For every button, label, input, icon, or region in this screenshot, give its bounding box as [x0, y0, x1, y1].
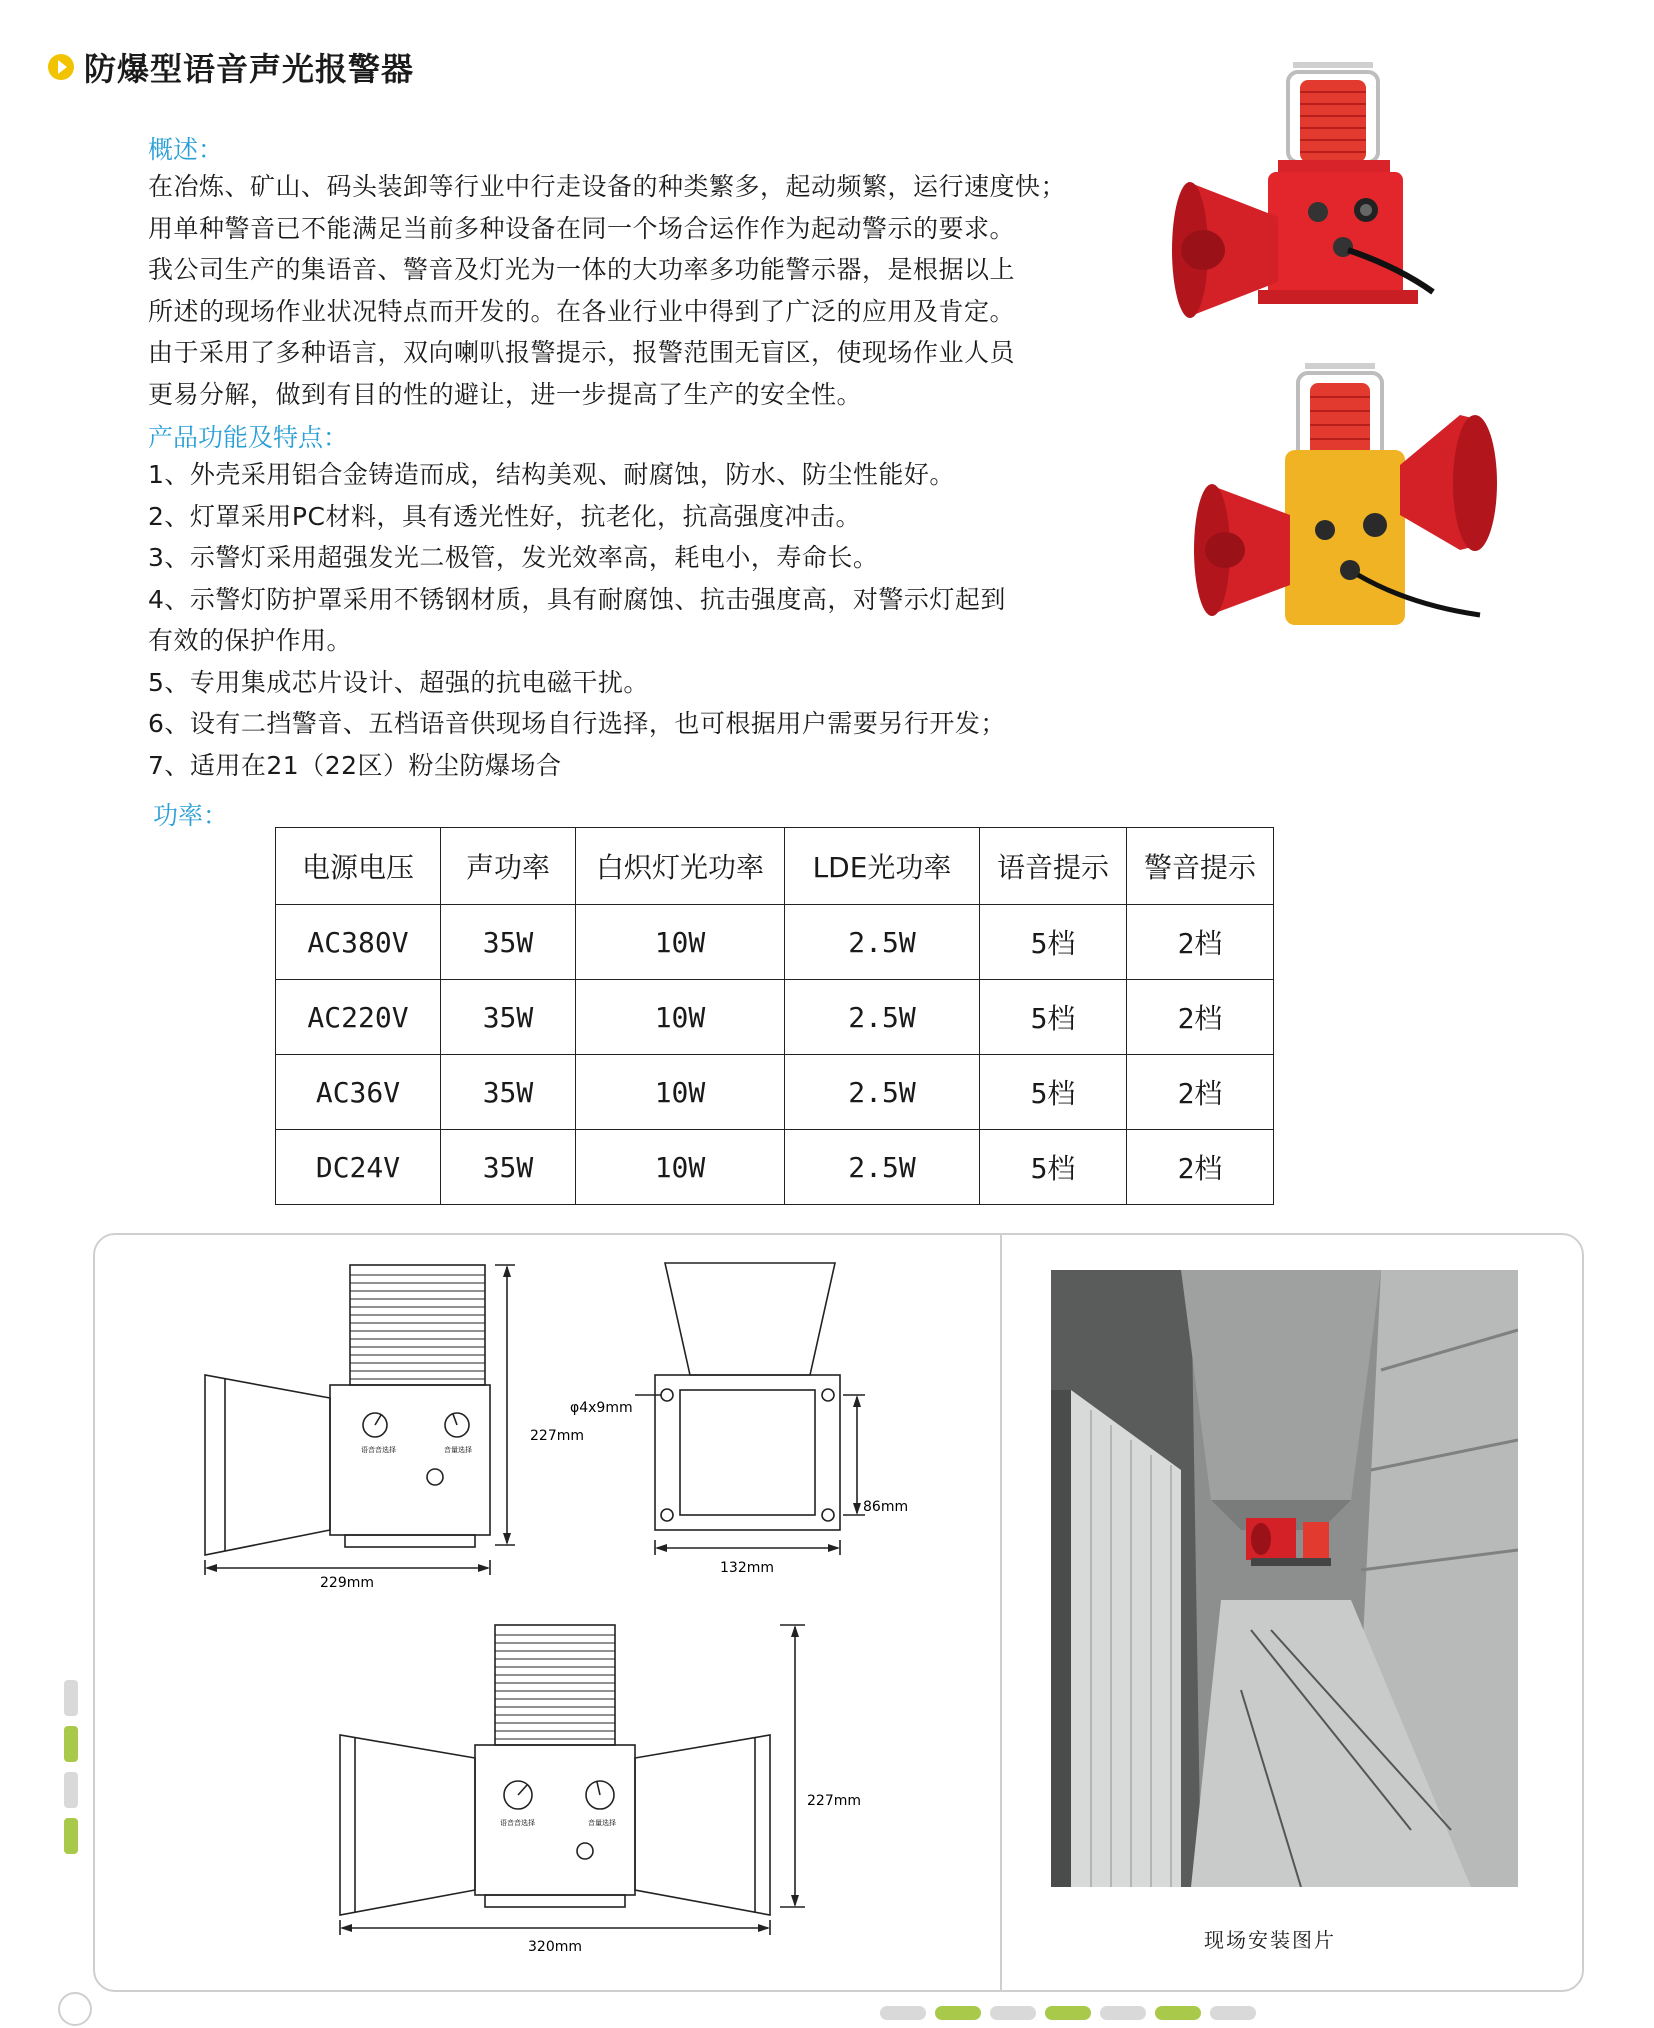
feature-line: 3、示警灯采用超强发光二极管，发光效率高，耗电小，寿命长。: [148, 543, 879, 572]
table-row: [276, 1130, 1274, 1205]
column-header: 语音提示: [980, 828, 1127, 905]
table-cell: 35W: [441, 980, 576, 1055]
front-switch: [427, 1469, 443, 1485]
deco-pill: [64, 1772, 78, 1808]
deco-pill: [1045, 2006, 1091, 2020]
table-row: [276, 980, 1274, 1055]
feature-line: 4、示警灯防护罩采用不锈钢材质，具有耐腐蚀、抗击强度高，对警示灯起到: [148, 584, 1006, 614]
table-cell: 5档: [980, 1055, 1127, 1130]
table-cell: 5档: [980, 905, 1127, 980]
deco-pill: [880, 2006, 926, 2020]
side-hole: [661, 1389, 673, 1401]
play-bullet-icon: [48, 54, 74, 80]
power-heading: 功率：: [153, 801, 229, 830]
deco-pill: [1155, 2006, 1201, 2020]
table-cell: 2.5W: [785, 905, 980, 980]
dual-width-label: 320mm: [528, 1939, 582, 1955]
front-knob-right-label: 音量选择: [444, 1446, 472, 1454]
table-cell: AC220V: [276, 980, 441, 1055]
table-cell: AC36V: [276, 1055, 441, 1130]
overview-line: 所述的现场作业状况特点而开发的。在各业行业中得到了广泛的应用及肯定。: [148, 296, 1016, 326]
feature-line: 有效的保护作用。: [148, 626, 353, 655]
dual-switch: [577, 1843, 593, 1859]
dimension-drawings: [195, 1255, 915, 1975]
overview-heading: 概述：: [148, 135, 224, 164]
table-cell: 2档: [1127, 1130, 1274, 1205]
site-installation-photo: [1051, 1270, 1518, 1887]
table-cell: AC380V: [276, 905, 441, 980]
hole-label: φ4x9mm: [570, 1400, 633, 1416]
front-base: [345, 1535, 475, 1547]
front-lamp-ridges: [350, 1275, 485, 1379]
feature-line: 5、专用集成芯片设计、超强的抗电磁干扰。: [148, 667, 649, 697]
column-header: 警音提示: [1127, 828, 1274, 905]
feature-line: 2、灯罩采用PC材料，具有透光性好，抗老化，抗高强度冲击。: [148, 501, 861, 531]
side-height-label: 86mm: [863, 1499, 909, 1515]
side-width-label: 132mm: [720, 1560, 774, 1576]
photo-caption: 现场安装图片: [1204, 1928, 1336, 1952]
dual-height-label: 227mm: [807, 1793, 861, 1809]
column-header: 声功率: [441, 828, 576, 905]
side-hole: [661, 1509, 673, 1521]
table-cell: 2档: [1127, 905, 1274, 980]
overview-line: 在冶炼、矿山、码头装卸等行业中行走设备的种类繁多，起动频繁，运行速度快；: [148, 172, 1067, 201]
red-alarm-product-image: [1168, 52, 1468, 352]
overview-text: [148, 166, 1066, 415]
front-knob-left-label: 语音音选择: [361, 1446, 396, 1454]
front-height-label: 227mm: [530, 1428, 584, 1444]
table-cell: 5档: [980, 980, 1127, 1055]
feature-line: 6、设有二挡警音、五档语音供现场自行选择，也可根据用户需要另行开发；: [148, 709, 1006, 738]
front-width-label: 229mm: [320, 1575, 374, 1591]
deco-circle-icon: [58, 1992, 92, 2026]
side-hole: [822, 1509, 834, 1521]
side-cover: [680, 1390, 815, 1515]
table-cell: 10W: [576, 980, 785, 1055]
table-header-row: [276, 828, 1274, 905]
table-cell: 10W: [576, 905, 785, 980]
panel-divider: [1000, 1233, 1002, 1990]
dual-base: [485, 1895, 625, 1907]
table-row: [276, 905, 1274, 980]
feature-line: 7、适用在21（22区）粉尘防爆场合: [148, 750, 562, 780]
table-cell: 2.5W: [785, 980, 980, 1055]
side-horn: [665, 1263, 835, 1375]
front-horn: [205, 1375, 330, 1555]
power-spec-table: [275, 827, 1274, 1205]
side-hole: [822, 1389, 834, 1401]
table-cell: 35W: [441, 1130, 576, 1205]
table-cell: 10W: [576, 1130, 785, 1205]
deco-pill: [1210, 2006, 1256, 2020]
table-cell: 35W: [441, 1055, 576, 1130]
front-housing: [330, 1385, 490, 1535]
table-cell: 35W: [441, 905, 576, 980]
deco-pill: [1100, 2006, 1146, 2020]
yellow-alarm-product-image: [1190, 355, 1520, 640]
table-cell: DC24V: [276, 1130, 441, 1205]
table-cell: 2.5W: [785, 1130, 980, 1205]
dual-knob-right-label: 音量选择: [588, 1819, 616, 1827]
table-cell: 10W: [576, 1055, 785, 1130]
side-housing: [655, 1375, 840, 1530]
overview-line: 由于采用了多种语言，双向喇叭报警提示，报警范围无盲区，使现场作业人员: [148, 338, 1016, 367]
features-heading: 产品功能及特点：: [148, 423, 349, 452]
column-header: 白炽灯光功率: [576, 828, 785, 905]
deco-pill: [64, 1680, 78, 1716]
overview-line: 用单种警音已不能满足当前多种设备在同一个场合运作作为起动警示的要求。: [148, 213, 1016, 243]
overview-line: 我公司生产的集语音、警音及灯光为一体的大功率多功能警示器，是根据以上: [148, 255, 1016, 284]
feature-line: 1、外壳采用铝合金铸造而成，结构美观、耐腐蚀，防水、防尘性能好。: [148, 460, 955, 489]
dual-horn-left: [340, 1735, 475, 1915]
dual-lamp-ridges: [495, 1635, 615, 1739]
deco-pill: [935, 2006, 981, 2020]
table-cell: 5档: [980, 1130, 1127, 1205]
page-title: 防爆型语音声光报警器: [84, 50, 415, 88]
table-cell: 2档: [1127, 980, 1274, 1055]
column-header: 电源电压: [276, 828, 441, 905]
column-header: LDE光功率: [785, 828, 980, 905]
table-row: [276, 1055, 1274, 1130]
deco-pill: [64, 1818, 78, 1854]
page-title-bar: [48, 44, 414, 90]
table-cell: 2档: [1127, 1055, 1274, 1130]
deco-pill: [64, 1726, 78, 1762]
table-cell: 2.5W: [785, 1055, 980, 1130]
deco-pill: [990, 2006, 1036, 2020]
dual-horn-right: [635, 1735, 770, 1915]
features-text: [148, 454, 1006, 786]
dual-knob-left-label: 语音音选择: [500, 1819, 535, 1827]
overview-line: 更易分解，做到有目的性的避让，进一步提高了生产的安全性。: [148, 379, 863, 409]
